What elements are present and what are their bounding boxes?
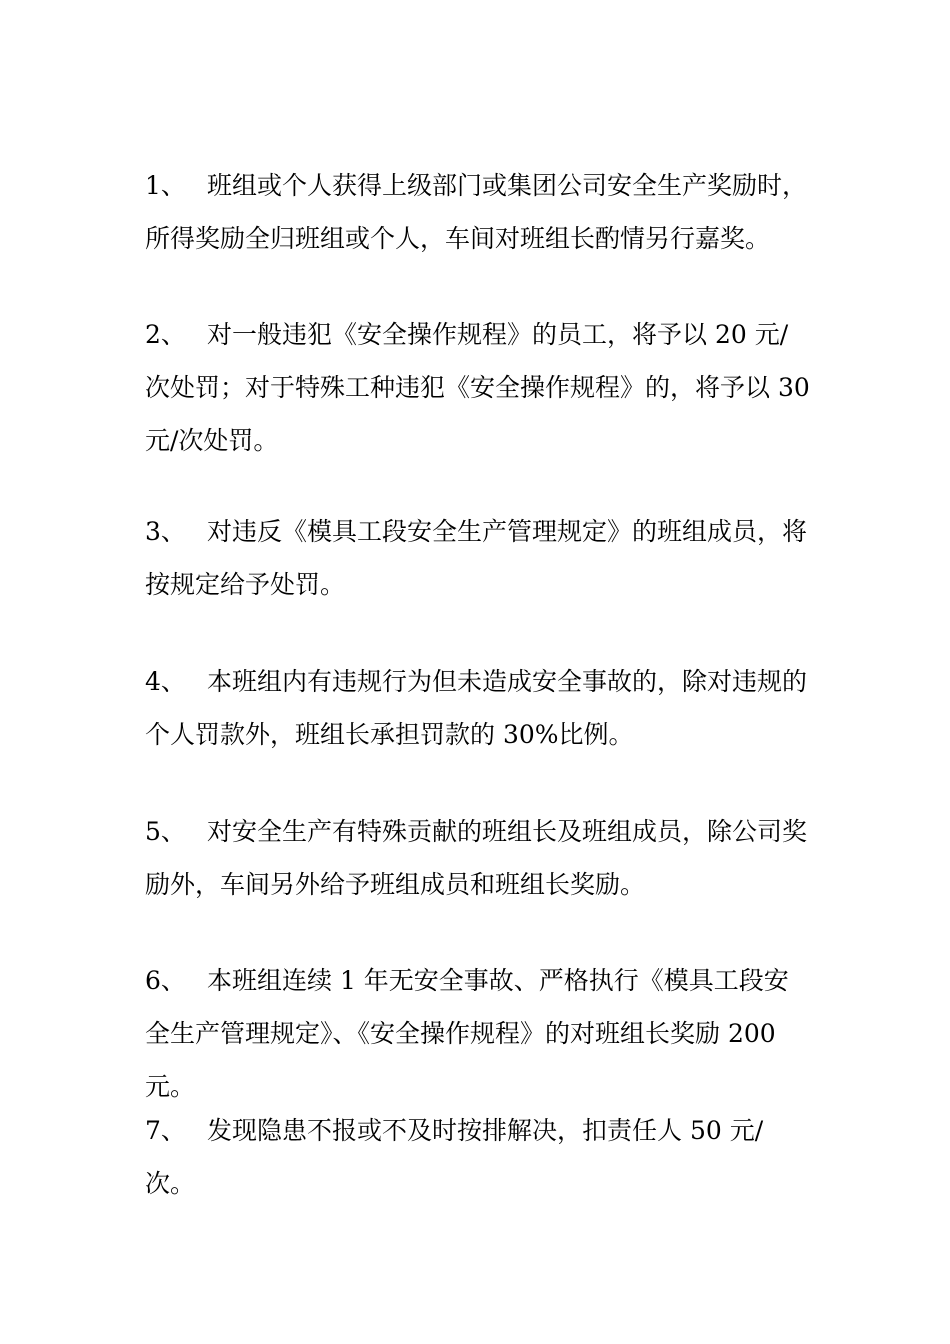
rule-text: 对违反《模具工段安全生产管理规定》的班组成员，将按规定给予处罚。 bbox=[145, 517, 808, 599]
rule-number: 1、 bbox=[145, 171, 186, 200]
rule-text: 对安全生产有特殊贡献的班组长及班组成员，除公司奖励外，车间另外给予班组成员和班组长奖励。 bbox=[145, 817, 808, 899]
rule-item-4 bbox=[145, 655, 810, 761]
rule-number: 5、 bbox=[145, 817, 186, 846]
rule-item-7 bbox=[145, 1104, 810, 1210]
rule-item-5 bbox=[145, 805, 810, 911]
rule-number: 6、 bbox=[145, 966, 186, 995]
rule-text: 发现隐患不报或不及时按排解决，扣责任人 50 元/次。 bbox=[145, 1116, 764, 1198]
rule-item-6 bbox=[145, 954, 810, 1113]
rule-text: 班组或个人获得上级部门或集团公司安全生产奖励时，所得奖励全归班组或个人，车间对班组长酌情另行嘉奖。 bbox=[145, 171, 808, 253]
rule-number: 3、 bbox=[145, 517, 186, 546]
rule-number: 4、 bbox=[145, 667, 186, 696]
rule-text: 本班组连续 1 年无安全事故、严格执行《模具工段安全生产管理规定》、《安全操作规程》的对班组长奖励 200 元。 bbox=[145, 966, 789, 1101]
rule-number: 2、 bbox=[145, 320, 186, 349]
rule-text: 对一般违犯《安全操作规程》的员工，将予以 20 元/次处罚；对于特殊工种违犯《安全操作规程》的，将予以 30 元/次处罚。 bbox=[145, 320, 810, 455]
rule-number: 7、 bbox=[145, 1116, 186, 1145]
rule-item-2 bbox=[145, 308, 810, 467]
rule-item-3 bbox=[145, 505, 810, 611]
rule-item-1 bbox=[145, 159, 810, 265]
rule-text: 本班组内有违规行为但未造成安全事故的，除对违规的个人罚款外，班组长承担罚款的 30%比例。 bbox=[145, 667, 808, 749]
